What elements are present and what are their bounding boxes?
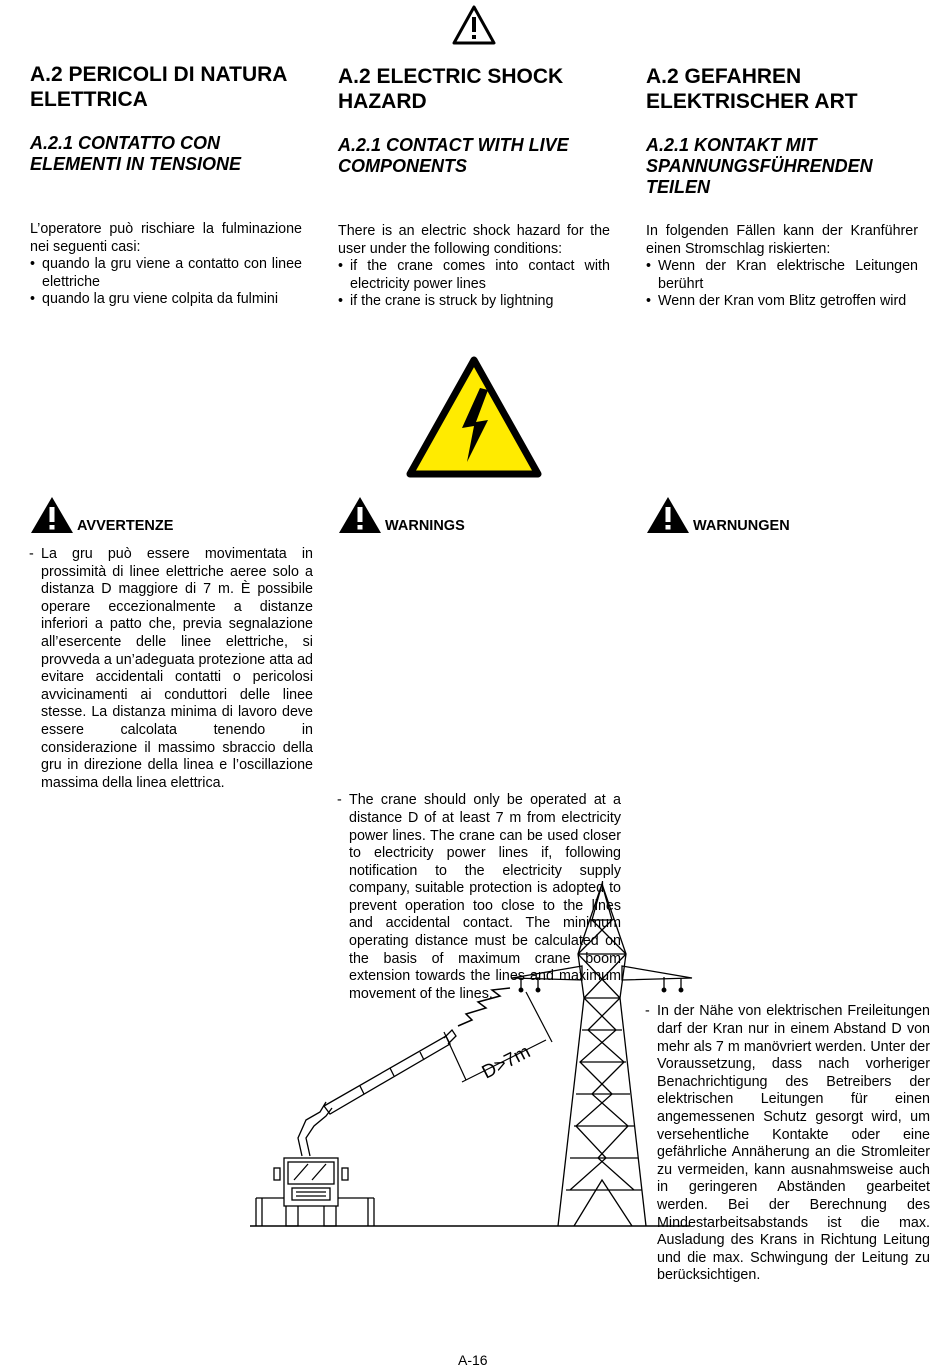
intro-text: L’operatore può rischiare la fulminazione nei seguenti casi: [30,221,302,255]
warning-title: AVVERTENZE [77,518,174,534]
intro-block-de [646,223,918,311]
column-german-sub [646,135,918,198]
warning-header-en [338,496,610,536]
subsection-title: A.2.1 CONTACT WITH LIVE COMPONENTS [338,135,569,176]
crane-powerline-illustration [240,880,700,1240]
section-title: A.2 PERICOLI DI NATURA ELETTRICA [30,63,287,111]
intro-text: In folgenden Fällen kann der Kranführer einen Stromschlag riskierten: [646,223,918,257]
subsection-title: A.2.1 KONTAKT MIT SPANNUNGSFÜHRENDEN TEILEN [646,135,873,197]
list-item: • quando la gru viene colpita da fulmini [30,291,302,309]
hazard-icon [338,496,382,534]
page-number: A-16 [458,1352,488,1368]
column-italian-sub [30,133,302,175]
high-voltage-icon [404,354,544,480]
hazard-list [30,256,302,309]
list-item: • if the crane is struck by lightning [338,293,610,311]
list-item: • Wenn der Kran elektrische Leitungen berührt [646,258,918,293]
warning-text-en: - The crane should only be operated at a distance D of at least 7 m from electricity power lines. The crane can be used closer to electricity power lines if, following notification to the electricity supply company, suitable protection is adopted to prevent operation too close to the lines and accidental contact. The minimum operating distance must be calculated on the basis of maximum crane boom extension towards the lines and maximum movement of the lines. [337,792,621,1003]
warning-header-it [30,496,302,536]
hazard-list [338,258,610,311]
list-item: • Wenn der Kran vom Blitz getroffen wird [646,293,918,311]
intro-block-it [30,221,302,309]
subsection-title: A.2.1 CONTATTO CON ELEMENTI IN TENSIONE [30,133,242,174]
warning-text-de: - In der Nähe von elektrischen Freileitungen darf der Kran nur in einem Abstand D von mehr als 7 m manövriert werden. Unter der Voraussetzung, dass nach vorheriger Benachrichtigung des Betreibers der elektrischen Leitungen für einen angemessenen Schutz gesorgt wird, um versehentliche Kontakte oder eine gefährliche Annäherung an die Stromleiter zu vermeiden, kann ausnahmsweise auch in geringeren Abständen gearbeitet werden. Bei der Berechnung des Mindestarbeitsabstands ist die max. Ausladung des Krans in Richtung Leitung und die max. Schwingung der Leitung zu berücksichtigen. [645,1003,930,1285]
column-italian [30,62,302,112]
list-item: • quando la gru viene a contatto con linee elettriche [30,256,302,291]
hazard-icon [30,496,74,534]
warning-header-de [646,496,918,536]
distance-label: D>7m [478,1041,534,1084]
intro-block-en [338,223,610,311]
hazard-icon [646,496,690,534]
column-english [338,64,610,114]
warning-text-it: - La gru può essere movimentata in prossimità di linee elettriche aeree solo a distanza D maggiore di 7 m. È possibile operare eccezionalmente a distanze inferiori a patto che, previa segnalazione all’esercente delle linee elettriche, si provveda a un’adeguata protezione atta ad evitare accidentali contatti o pericolosi avvicinamenti ai conduttori delle linee stesse. La distanza minima di lavoro deve essere calcolata tenendo in considerazione il massimo sbraccio della gru in direzione della linea e l’oscillazione massima della linea elettrica. [29,546,313,792]
column-english-sub [338,135,610,177]
warning-title: WARNINGS [385,518,465,534]
hazard-list [646,258,918,311]
section-title: A.2 GEFAHREN ELEKTRISCHER ART [646,65,858,113]
column-german [646,64,918,114]
warning-title: WARNUNGEN [693,518,790,534]
section-title: A.2 ELECTRIC SHOCK HAZARD [338,65,564,113]
intro-text: There is an electric shock hazard for the user under the following conditions: [338,223,610,257]
warning-icon [451,4,497,46]
list-item: • if the crane comes into contact with electricity power lines [338,258,610,293]
